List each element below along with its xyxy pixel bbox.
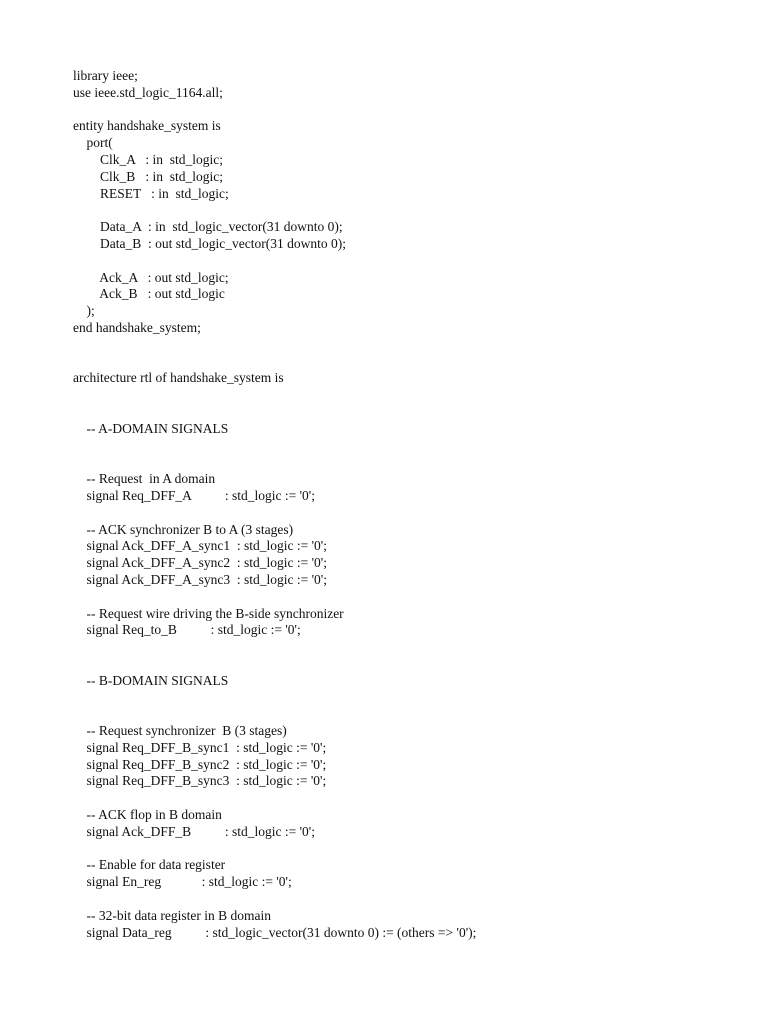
code-line — [73, 404, 753, 421]
code-line: end handshake_system; — [73, 319, 201, 335]
code-line: signal Req_DFF_A : std_logic := '0'; — [73, 487, 315, 503]
code-line: -- ACK flop in B domain — [73, 807, 222, 823]
code-line — [73, 656, 753, 673]
code-line — [73, 253, 753, 270]
code-line: signal Ack_DFF_B : std_logic := '0'; — [73, 823, 315, 839]
code-line — [73, 689, 753, 706]
code-line: signal Ack_DFF_A_sync1 : std_logic := '0'; — [73, 538, 327, 554]
code-line: -- Request synchronizer B (3 stages) — [73, 723, 287, 739]
code-line — [73, 102, 753, 119]
code-line: library ieee; — [73, 68, 138, 83]
code-line: signal Req_DFF_B_sync2 : std_logic := '0'; — [73, 756, 327, 772]
code-line: Clk_A : in std_logic; — [73, 151, 224, 167]
code-line — [73, 706, 753, 723]
code-line: architecture rtl of handshake_system is — [73, 370, 284, 386]
code-line: -- Request wire driving the B-side synchronizer — [73, 605, 344, 621]
code-line: ); — [73, 303, 95, 319]
code-line: Data_A : in std_logic_vector(31 downto 0); — [73, 219, 343, 235]
code-line: use ieee.std_logic_1164.all; — [73, 84, 223, 100]
code-line — [73, 387, 753, 404]
code-line — [73, 790, 753, 807]
code-line: -- B-DOMAIN SIGNALS — [73, 672, 229, 688]
code-line — [73, 891, 753, 908]
code-line: signal Ack_DFF_A_sync3 : std_logic := '0'; — [73, 571, 327, 587]
code-line: -- ACK synchronizer B to A (3 stages) — [73, 521, 294, 537]
code-line: signal Req_DFF_B_sync3 : std_logic := '0'; — [73, 773, 327, 789]
code-line: entity handshake_system is — [73, 118, 221, 134]
code-line — [73, 337, 753, 354]
code-line: signal Ack_DFF_A_sync2 : std_logic := '0'; — [73, 555, 327, 571]
code-line — [73, 505, 753, 522]
code-line: port( — [73, 135, 113, 151]
code-line — [73, 438, 753, 455]
code-line: Data_B : out std_logic_vector(31 downto 0); — [73, 235, 346, 251]
code-line — [73, 841, 753, 858]
code-line — [73, 454, 753, 471]
code-line — [73, 354, 753, 371]
code-line: -- Enable for data register — [73, 857, 226, 873]
code-line: signal Data_reg : std_logic_vector(31 downto 0) := (others => '0'); — [73, 924, 477, 940]
code-line: Ack_A : out std_logic; — [73, 269, 229, 285]
code-line — [73, 202, 753, 219]
code-line — [73, 639, 753, 656]
code-line: signal Req_DFF_B_sync1 : std_logic := '0'; — [73, 739, 327, 755]
code-line: signal En_reg : std_logic := '0'; — [73, 874, 292, 890]
code-line: signal Req_to_B : std_logic := '0'; — [73, 622, 301, 638]
code-line — [73, 589, 753, 606]
code-line: Ack_B : out std_logic — [73, 286, 225, 302]
code-line: Clk_B : in std_logic; — [73, 168, 224, 184]
code-line: -- Request in A domain — [73, 471, 216, 487]
code-line: -- A-DOMAIN SIGNALS — [73, 420, 229, 436]
code-line: RESET : in std_logic; — [73, 185, 229, 201]
code-line: -- 32-bit data register in B domain — [73, 907, 271, 923]
vhdl-code-block — [73, 68, 753, 941]
